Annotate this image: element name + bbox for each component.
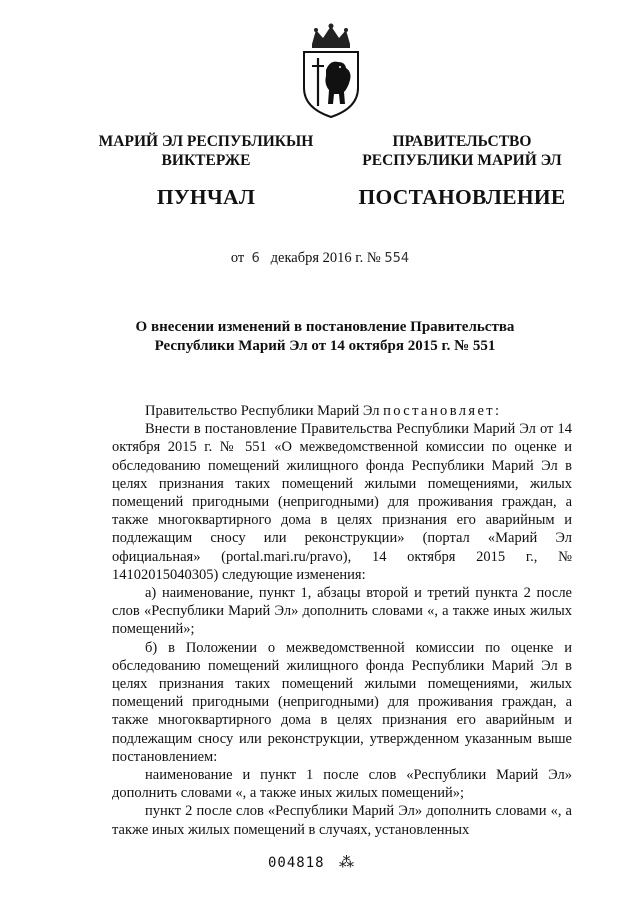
document-body <box>112 402 572 839</box>
paragraph-b: б) в Положении о межведомственной комиссии по оценке и обследованию помещений жилищного фонда Республики Марий Эл в целях признания таких помещений жилыми помещениями, жилых помещений пригодными (непригодными) для проживания граждан, а также многоквартирного дома в целях признания его аварийным и подлежащим сносу или реконструкции, утвержденном указанным выше постановлением: <box>112 639 572 765</box>
date-day: 6 <box>251 251 260 266</box>
header-right-line2: РЕСПУБЛИКИ МАРИЙ ЭЛ <box>362 152 562 169</box>
asterism-mark: ⁂ <box>339 855 354 871</box>
title-line1: О внесении изменений в постановление Правительства <box>135 319 515 335</box>
header-right-line1: ПРАВИТЕЛЬСТВО <box>392 133 532 150</box>
intro-subject: Правительство Республики Марий Эл <box>145 403 384 419</box>
header-russian-block <box>352 132 572 207</box>
document-number: 554 <box>384 251 410 266</box>
date-prefix: от <box>230 250 245 266</box>
title-line2: Республики Марий Эл от 14 октября 2015 г. № 551 <box>154 338 496 354</box>
intro-paragraph <box>112 402 572 420</box>
paragraph-b-2: пункт 2 после слов «Республики Марий Эл» дополнить словами «, а также иных жилых помещений в случаях, установленных <box>112 803 572 838</box>
header-right-doctype: ПОСТАНОВЛЕНИЕ <box>358 185 566 209</box>
intro-verb: постановляет: <box>383 403 502 419</box>
coat-of-arms-emblem <box>298 22 364 120</box>
header-left-line2: ВИКТЕРЖЕ <box>161 152 251 169</box>
form-serial-number: 004818 <box>268 855 325 871</box>
paragraph-a: а) наименование, пункт 1, абзацы второй и третий пункта 2 после слов «Республики Марий Эл» дополнить словами «, а также иных жилых помещений»; <box>112 585 572 638</box>
document-date-line <box>0 250 640 267</box>
document-title <box>90 318 560 356</box>
date-month-year: декабря 2016 г. № <box>270 250 381 266</box>
paragraph-b-1: наименование и пункт 1 после слов «Республики Марий Эл» дополнить словами «, а также иных жилых помещений»; <box>112 767 572 802</box>
header-left-line1: МАРИЙ ЭЛ РЕСПУБЛИКЫН <box>98 133 314 150</box>
header-mari-block <box>96 132 316 207</box>
header-left-doctype: ПУНЧАЛ <box>156 185 256 209</box>
paragraph-1: Внести в постановление Правительства Республики Марий Эл от 14 октября 2015 г. № 551 «О межведомственной комиссии по оценке и обследованию помещений жилищного фонда Республики Марий Эл в целях признания таких помещений жилыми помещениями, жилых помещений пригодными (непригодными) для проживания граждан, а также многоквартирного дома в целях признания его аварийным и подлежащим сносу или реконструкции» (портал «Марий Эл официальная» (portal.mari.ru/pravo), 14 октября 2015 г., № 14102015040305) следующие изменения: <box>112 421 572 583</box>
